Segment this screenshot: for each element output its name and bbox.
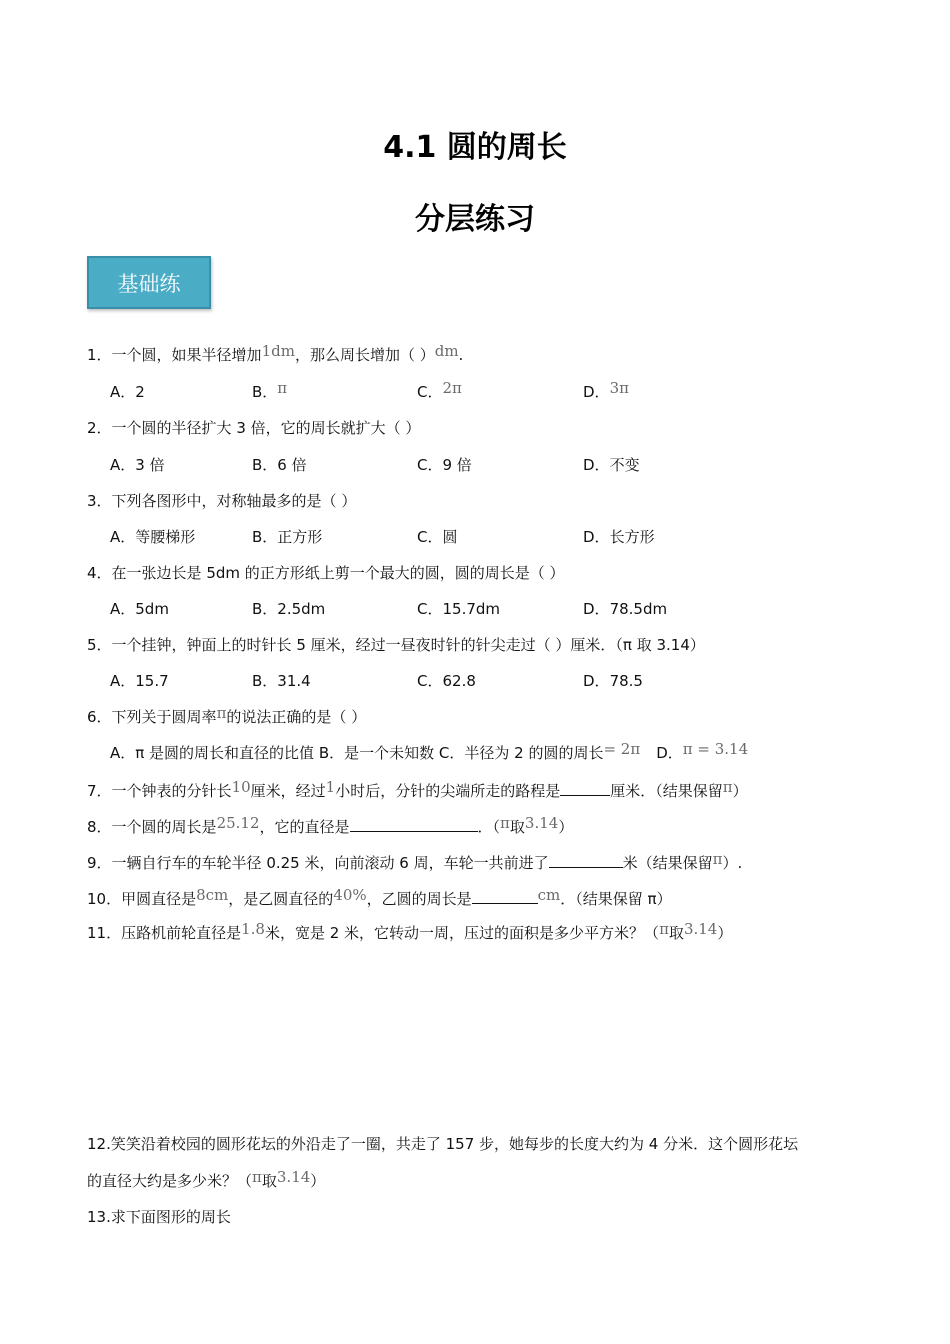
question-text: 取 bbox=[668, 924, 684, 942]
answer-blank[interactable] bbox=[350, 815, 478, 832]
math-expr: 3.14 bbox=[276, 1168, 311, 1186]
question-number: 5． bbox=[87, 636, 112, 654]
question-text: ） bbox=[717, 924, 733, 942]
question-1 bbox=[87, 342, 464, 365]
math-expr: 1dm bbox=[261, 342, 295, 360]
question-text: 一辆自行车的车轮半径 0.25 米，向前滚动 6 周，车轮一共前进了 bbox=[111, 854, 549, 872]
question-4 bbox=[87, 563, 565, 583]
answer-blank[interactable] bbox=[549, 851, 623, 868]
math-expr: 1 bbox=[325, 778, 336, 796]
option-a: A．2 bbox=[110, 383, 145, 401]
option-b: B．31.4 bbox=[252, 672, 311, 690]
question-text: 厘米．（结果保留 bbox=[610, 782, 723, 800]
math-expr: 1.8 bbox=[241, 920, 265, 938]
question-text: 下列关于圆周率 bbox=[111, 708, 217, 726]
option-b: B．2.5dm bbox=[252, 600, 326, 618]
question-text: ，那么周长增加（ ） bbox=[294, 346, 435, 364]
question-number: 9． bbox=[87, 854, 112, 872]
question-number: 6． bbox=[87, 708, 112, 726]
question-text: 一个圆，如果半径增加 bbox=[111, 346, 262, 364]
question-text: 取 bbox=[261, 1172, 277, 1190]
math-expr: π bbox=[722, 778, 733, 796]
question-text: 压路机前轮直径是 bbox=[121, 924, 242, 942]
math-expr: 8cm bbox=[196, 886, 229, 904]
question-number: 8． bbox=[87, 818, 112, 836]
options-row bbox=[110, 671, 870, 691]
math-expr: π bbox=[712, 850, 723, 868]
question-13: 13.求下面图形的周长 bbox=[87, 1208, 231, 1226]
question-text: 米，宽是 2 米，它转动一周，压过的面积是多少平方米？（ bbox=[264, 924, 660, 942]
math-expr: = 2π bbox=[603, 740, 641, 758]
math-expr: dm bbox=[434, 342, 459, 360]
question-text: 的直径大约是多少米？（ bbox=[87, 1172, 253, 1190]
math-expr: π bbox=[500, 814, 510, 832]
option-b: B．正方形 bbox=[252, 528, 323, 546]
option-d: D．3π bbox=[583, 379, 629, 401]
question-text: ） bbox=[732, 782, 748, 800]
question-text: 一个圆的周长是 bbox=[111, 818, 217, 836]
options-row bbox=[110, 527, 870, 547]
math-expr: π bbox=[659, 920, 669, 938]
question-text: ）. bbox=[722, 854, 743, 872]
question-number: 7． bbox=[87, 782, 112, 800]
question-10 bbox=[87, 887, 672, 909]
question-text: 一个挂钟，钟面上的时针长 5 厘米，经过一昼夜时针的针尖走过（ ）厘米．（π 取 3.14） bbox=[111, 636, 705, 654]
option-a: A．15.7 bbox=[110, 672, 169, 690]
question-12-line-1: 12.笑笑沿着校园的圆形花坛的外沿走了一圈，共走了 157 步，她每步的长度大约为 4 分米．这个圆形花坛 bbox=[87, 1135, 799, 1153]
question-text: ，乙圆的周长是 bbox=[366, 890, 472, 908]
question-text: ） bbox=[558, 818, 574, 836]
option-d: D．78.5 bbox=[583, 672, 643, 690]
question-number: 3． bbox=[87, 492, 112, 510]
question-3 bbox=[87, 491, 356, 511]
math-expr: 3.14 bbox=[683, 920, 718, 938]
question-text: ．（ bbox=[477, 818, 501, 836]
answer-blank[interactable] bbox=[560, 779, 610, 796]
question-8 bbox=[87, 815, 573, 837]
math-expr: π bbox=[252, 1168, 262, 1186]
option-b: B．6 倍 bbox=[252, 456, 307, 474]
question-text: 取 bbox=[509, 818, 525, 836]
question-text: 甲圆直径是 bbox=[121, 890, 197, 908]
question-text: 米（结果保留 bbox=[622, 854, 713, 872]
question-11 bbox=[87, 920, 733, 943]
question-12-line-2 bbox=[87, 1168, 326, 1191]
question-9 bbox=[87, 851, 742, 873]
options-row bbox=[110, 455, 870, 475]
question-text: 在一张边长是 5dm 的正方形纸上剪一个最大的圆，圆的周长是（ ） bbox=[111, 564, 565, 582]
page-subtitle: 分层练习 bbox=[415, 202, 535, 237]
math-expr: cm bbox=[537, 886, 561, 904]
question-number: 10． bbox=[87, 890, 122, 908]
question-number: 4． bbox=[87, 564, 112, 582]
question-number: 11． bbox=[87, 924, 122, 942]
question-number: 2． bbox=[87, 419, 112, 437]
math-expr: 10 bbox=[231, 778, 251, 796]
question-2 bbox=[87, 418, 420, 438]
options-row bbox=[110, 379, 870, 402]
option-d: D．不变 bbox=[583, 456, 640, 474]
question-text: ，是乙圆直径的 bbox=[228, 890, 334, 908]
option-b: B．π bbox=[252, 379, 288, 401]
option-c: C．15.7dm bbox=[417, 600, 501, 618]
option-c: C．圆 bbox=[417, 528, 458, 546]
options-row bbox=[110, 740, 749, 763]
question-5 bbox=[87, 635, 705, 655]
question-text: . bbox=[458, 346, 464, 364]
question-text: 小时后，分针的尖端所走的路程是 bbox=[335, 782, 561, 800]
question-text: 一个圆的半径扩大 3 倍，它的周长就扩大（ ） bbox=[111, 419, 421, 437]
option-abc: A．π 是圆的周长和直径的比值 B．是一个未知数 C．半径为 2 的圆的周长 bbox=[110, 744, 604, 762]
option-a: A．等腰梯形 bbox=[110, 528, 196, 546]
question-text: 一个钟表的分针长 bbox=[111, 782, 232, 800]
question-7 bbox=[87, 779, 748, 801]
question-text: 的说法正确的是（ ） bbox=[226, 708, 367, 726]
question-6 bbox=[87, 704, 367, 727]
options-row bbox=[110, 599, 870, 619]
option-c: C．62.8 bbox=[417, 672, 476, 690]
math-expr: π = 3.14 bbox=[682, 740, 749, 758]
option-d: D．78.5dm bbox=[583, 600, 668, 618]
option-c: C．2π bbox=[417, 379, 462, 401]
option-a: A．3 倍 bbox=[110, 456, 165, 474]
question-text: ．（结果保留 π） bbox=[560, 890, 672, 908]
page-title: 4.1 圆的周长 bbox=[383, 130, 567, 165]
math-expr: 25.12 bbox=[216, 814, 260, 832]
option-d: D． bbox=[656, 744, 683, 762]
answer-blank[interactable] bbox=[472, 887, 538, 904]
option-a: A．5dm bbox=[110, 600, 169, 618]
question-text: 下列各图形中，对称轴最多的是（ ） bbox=[111, 492, 357, 510]
question-text: ） bbox=[310, 1172, 326, 1190]
option-c: C．9 倍 bbox=[417, 456, 472, 474]
option-d: D．长方形 bbox=[583, 528, 655, 546]
math-expr: π bbox=[216, 704, 227, 722]
section-badge: 基础练 bbox=[87, 256, 211, 309]
question-number: 1． bbox=[87, 346, 112, 364]
question-text: ，它的直径是 bbox=[259, 818, 350, 836]
question-text: 厘米，经过 bbox=[250, 782, 326, 800]
math-expr: 3.14 bbox=[524, 814, 559, 832]
math-expr: 40% bbox=[333, 886, 367, 904]
